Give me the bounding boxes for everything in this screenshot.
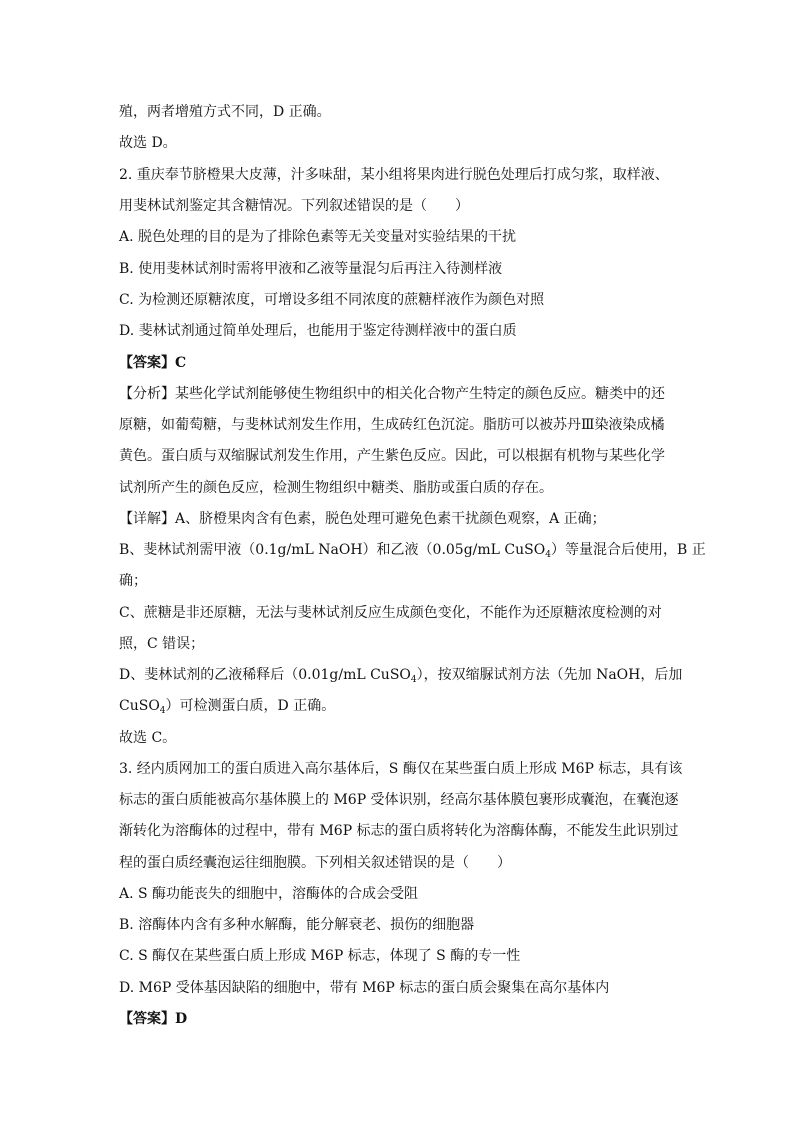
question-3-option-c: C. S 酶仅在某些蛋白质上形成 M6P 标志，体现了 S 酶的专一性 [119,948,521,964]
question-3-stem: 程的蛋白质经囊泡运往细胞膜。下列相关叙述错误的是（ ） [119,855,511,871]
question-2-option-c: C. 为检测还原糖浓度，可增设多组不同浓度的蔗糖样液作为颜色对照 [119,292,545,308]
question-2-analysis: 原糖，如葡萄糖，与斐林试剂发生作用，生成砖红色沉淀。脂肪可以被苏丹Ⅲ染液染成橘 [119,417,665,433]
question-3-stem: 标志的蛋白质能被高尔基体膜上的 M6P 受体识别，经高尔基体膜包裹形成囊泡，在囊泡逐 [119,792,679,808]
question-3-option-a: A. S 酶功能丧失的细胞中，溶酶体的合成会受阻 [119,886,419,902]
question-2-analysis: 黄色。蛋白质与双缩脲试剂发生作用，产生紫色反应。因此，可以根据有机物与某些化学 [119,448,665,464]
question-2-option-b: B. 使用斐林试剂时需将甲液和乙液等量混匀后再注入待测样液 [119,261,503,277]
text-line: 故选 D。 [119,135,177,151]
question-3-stem: 渐转化为溶酶体的过程中，带有 M6P 标志的蛋白质将转化为溶酶体酶，不能发生此识别过 [119,823,679,839]
question-3-stem: 3. 经内质网加工的蛋白质进入高尔基体后，S 酶仅在某些蛋白质上形成 M6P 标志，具有该 [119,761,683,777]
text-line: 故选 C。 [119,730,177,746]
question-2-analysis: 【分析】某些化学试剂能够使生物组织中的相关化合物产生特定的颜色反应。糖类中的还 [119,386,665,402]
question-2-detail: 照，C 错误； [119,636,205,652]
question-3-answer: 【答案】D [119,1011,188,1027]
question-2-option-d: D. 斐林试剂通过简单处理后，也能用于鉴定待测样液中的蛋白质 [119,323,517,339]
question-2-option-a: A. 脱色处理的目的是为了排除色素等无关变量对实验结果的干扰 [119,229,517,245]
question-2-detail: D、斐林试剂的乙液稀释后（0.01g/mL CuSO$_4$），按双缩脲试剂方法（先加 NaOH，后加 [119,667,683,685]
question-2-detail: B、斐林试剂需甲液（0.1g/mL NaOH）和乙液（0.05g/mL CuSO$_4$）等量混合后使用，B 正 [119,542,706,560]
question-2-stem: 2. 重庆奉节脐橙果大皮薄，汁多味甜，某小组将果肉进行脱色处理后打成匀浆，取样液、 [119,167,669,183]
text-line: 殖，两者增殖方式不同，D 正确。 [119,104,331,120]
question-2-answer: 【答案】C [119,355,187,371]
question-2-detail: 【详解】A、脐橙果肉含有色素，脱色处理可避免色素干扰颜色观察，A 正确； [119,511,606,527]
question-3-option-d: D. M6P 受体基因缺陷的细胞中，带有 M6P 标志的蛋白质会聚集在高尔基体内 [119,980,610,996]
question-2-detail: 确； [119,573,147,589]
question-2-stem: 用斐林试剂鉴定其含糖情况。下列叙述错误的是（ ） [119,198,469,214]
question-2-detail: C、蔗糖是非还原糖，无法与斐林试剂反应生成颜色变化，不能作为还原糖浓度检测的对 [119,605,662,621]
question-3-option-b: B. 溶酶体内含有多种水解酶，能分解衰老、损伤的细胞器 [119,917,475,933]
question-2-analysis: 试剂所产生的颜色反应，检测生物组织中糖类、脂肪或蛋白质的存在。 [119,480,553,496]
question-2-detail: CuSO$_4$）可检测蛋白质，D 正确。 [119,698,336,716]
